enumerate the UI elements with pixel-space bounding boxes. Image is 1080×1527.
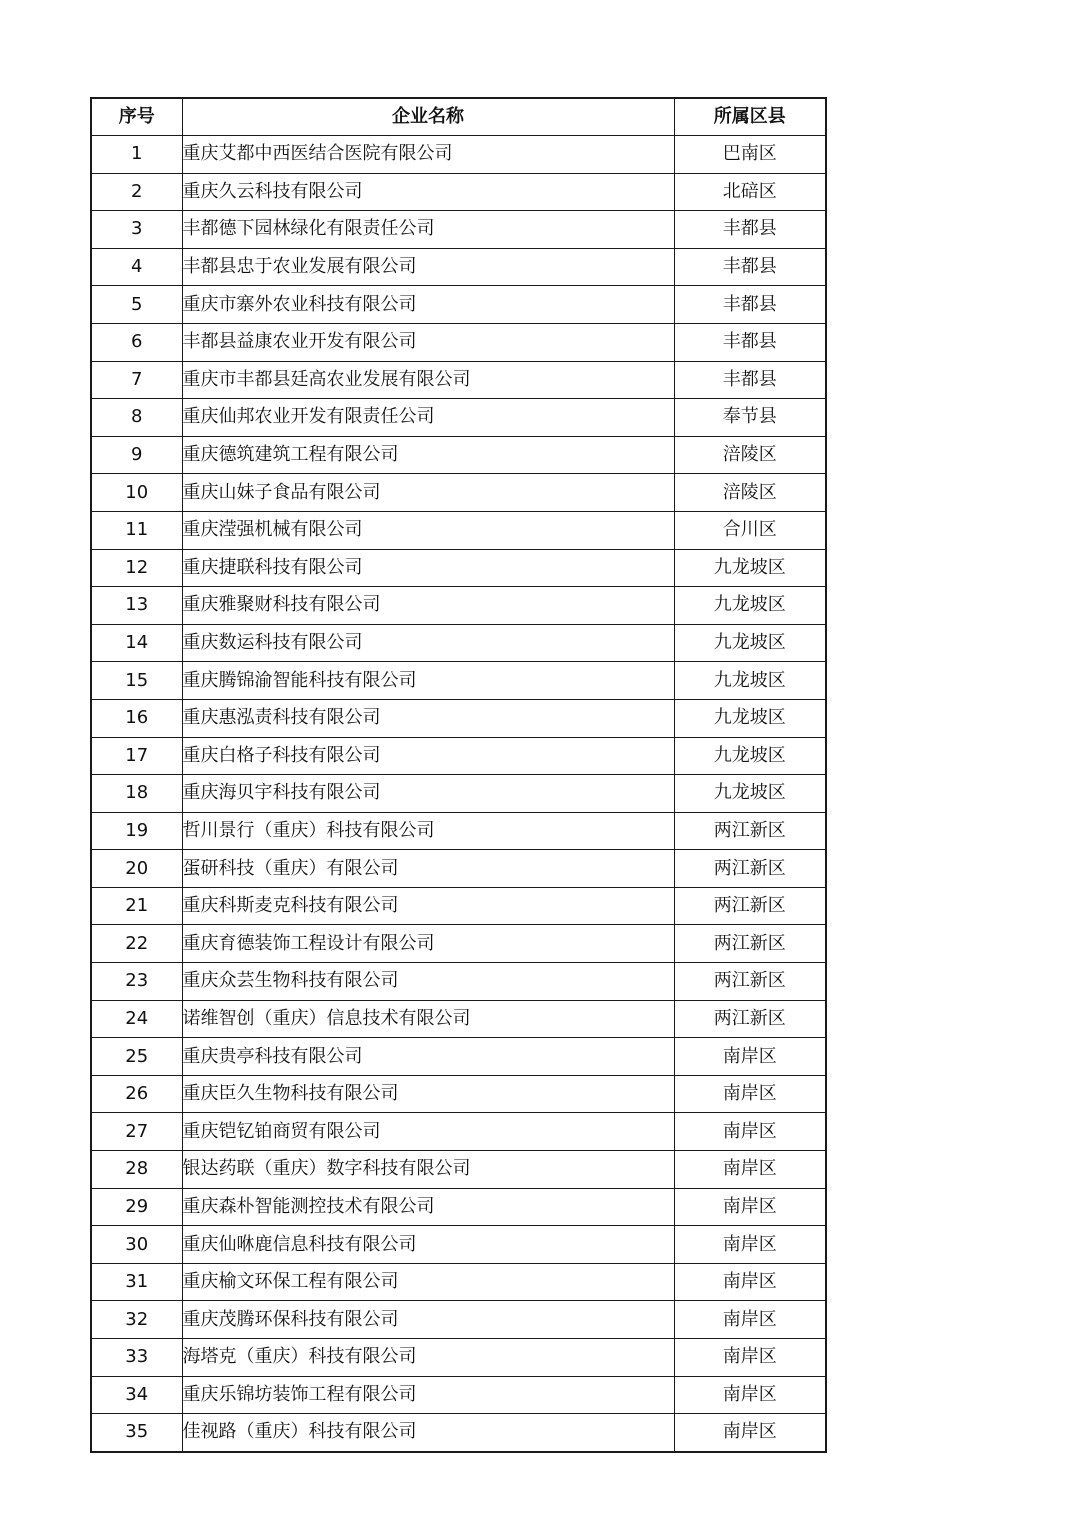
district-cell: 南岸区 (674, 1376, 826, 1414)
serial-number-cell: 2 (91, 173, 182, 211)
district-cell: 九龙坡区 (674, 775, 826, 813)
serial-number-cell: 26 (91, 1075, 182, 1113)
company-name-cell: 重庆榆文环保工程有限公司 (182, 1263, 674, 1301)
serial-number-cell: 8 (91, 399, 182, 437)
table-row (91, 1038, 826, 1076)
serial-number-cell: 3 (91, 211, 182, 249)
district-cell: 九龙坡区 (674, 549, 826, 587)
table-row (91, 549, 826, 587)
table-row (91, 1301, 826, 1339)
serial-number-cell: 11 (91, 511, 182, 549)
district-cell: 丰都县 (674, 323, 826, 361)
company-name-cell: 重庆滢强机械有限公司 (182, 511, 674, 549)
serial-number-cell: 16 (91, 699, 182, 737)
company-name-cell: 蛋研科技（重庆）有限公司 (182, 850, 674, 888)
serial-number-cell: 23 (91, 963, 182, 1001)
company-name-cell: 重庆科斯麦克科技有限公司 (182, 887, 674, 925)
serial-number-cell: 29 (91, 1188, 182, 1226)
company-name-cell: 重庆众芸生物科技有限公司 (182, 963, 674, 1001)
table-row (91, 474, 826, 512)
district-cell: 涪陵区 (674, 474, 826, 512)
serial-number-cell: 6 (91, 323, 182, 361)
district-cell: 南岸区 (674, 1226, 826, 1264)
table-row (91, 1339, 826, 1377)
company-name-cell: 重庆仙邦农业开发有限责任公司 (182, 399, 674, 437)
table-row (91, 1151, 826, 1189)
company-name-cell: 重庆森朴智能测控技术有限公司 (182, 1188, 674, 1226)
district-cell: 两江新区 (674, 1000, 826, 1038)
table-row (91, 1263, 826, 1301)
serial-number-cell: 17 (91, 737, 182, 775)
district-cell: 南岸区 (674, 1188, 826, 1226)
district-cell: 南岸区 (674, 1339, 826, 1377)
district-cell: 两江新区 (674, 812, 826, 850)
table-header (91, 98, 826, 136)
district-cell: 丰都县 (674, 361, 826, 399)
district-cell: 九龙坡区 (674, 662, 826, 700)
company-name-cell: 重庆茂腾环保科技有限公司 (182, 1301, 674, 1339)
district-cell: 南岸区 (674, 1301, 826, 1339)
table-body (91, 136, 826, 1452)
table-row (91, 775, 826, 813)
company-table (90, 97, 827, 1453)
table-row (91, 1226, 826, 1264)
header-district: 所属区县 (674, 98, 826, 136)
district-cell: 南岸区 (674, 1263, 826, 1301)
table-row (91, 850, 826, 888)
district-cell: 丰都县 (674, 211, 826, 249)
company-name-cell: 重庆久云科技有限公司 (182, 173, 674, 211)
district-cell: 丰都县 (674, 248, 826, 286)
table-row (91, 436, 826, 474)
table-row (91, 248, 826, 286)
company-name-cell: 重庆山妹子食品有限公司 (182, 474, 674, 512)
company-name-cell: 重庆数运科技有限公司 (182, 624, 674, 662)
company-name-cell: 重庆市丰都县廷高农业发展有限公司 (182, 361, 674, 399)
serial-number-cell: 22 (91, 925, 182, 963)
company-name-cell: 重庆雅聚财科技有限公司 (182, 587, 674, 625)
district-cell: 巴南区 (674, 136, 826, 174)
serial-number-cell: 18 (91, 775, 182, 813)
company-name-cell: 哲川景行（重庆）科技有限公司 (182, 812, 674, 850)
table-row (91, 211, 826, 249)
serial-number-cell: 15 (91, 662, 182, 700)
serial-number-cell: 9 (91, 436, 182, 474)
district-cell: 九龙坡区 (674, 699, 826, 737)
serial-number-cell: 30 (91, 1226, 182, 1264)
company-name-cell: 重庆乐锦坊装饰工程有限公司 (182, 1376, 674, 1414)
district-cell: 北碚区 (674, 173, 826, 211)
district-cell: 涪陵区 (674, 436, 826, 474)
header-serial-number: 序号 (91, 98, 182, 136)
serial-number-cell: 7 (91, 361, 182, 399)
table-row (91, 173, 826, 211)
table-row (91, 1188, 826, 1226)
table-row (91, 1113, 826, 1151)
table-row (91, 361, 826, 399)
table-row (91, 624, 826, 662)
district-cell: 南岸区 (674, 1038, 826, 1076)
company-name-cell: 重庆白格子科技有限公司 (182, 737, 674, 775)
serial-number-cell: 21 (91, 887, 182, 925)
district-cell: 南岸区 (674, 1151, 826, 1189)
serial-number-cell: 1 (91, 136, 182, 174)
company-name-cell: 银达药联（重庆）数字科技有限公司 (182, 1151, 674, 1189)
table-row (91, 887, 826, 925)
company-name-cell: 重庆捷联科技有限公司 (182, 549, 674, 587)
serial-number-cell: 24 (91, 1000, 182, 1038)
table-row (91, 1376, 826, 1414)
district-cell: 两江新区 (674, 963, 826, 1001)
company-name-cell: 海塔克（重庆）科技有限公司 (182, 1339, 674, 1377)
district-cell: 九龙坡区 (674, 624, 826, 662)
serial-number-cell: 14 (91, 624, 182, 662)
serial-number-cell: 27 (91, 1113, 182, 1151)
table-row (91, 1075, 826, 1113)
district-cell: 两江新区 (674, 925, 826, 963)
serial-number-cell: 31 (91, 1263, 182, 1301)
table-row (91, 587, 826, 625)
table-row (91, 1414, 826, 1452)
company-list-sheet (90, 97, 825, 1453)
district-cell: 九龙坡区 (674, 737, 826, 775)
table-row (91, 737, 826, 775)
table-row (91, 963, 826, 1001)
table-row (91, 662, 826, 700)
company-name-cell: 重庆臣久生物科技有限公司 (182, 1075, 674, 1113)
table-row (91, 286, 826, 324)
table-row (91, 511, 826, 549)
serial-number-cell: 13 (91, 587, 182, 625)
table-row (91, 925, 826, 963)
company-name-cell: 丰都县忠于农业发展有限公司 (182, 248, 674, 286)
company-name-cell: 重庆腾锦渝智能科技有限公司 (182, 662, 674, 700)
company-name-cell: 重庆德筑建筑工程有限公司 (182, 436, 674, 474)
company-name-cell: 重庆育德装饰工程设计有限公司 (182, 925, 674, 963)
table-row (91, 812, 826, 850)
district-cell: 南岸区 (674, 1414, 826, 1452)
company-name-cell: 重庆海贝宇科技有限公司 (182, 775, 674, 813)
district-cell: 九龙坡区 (674, 587, 826, 625)
company-name-cell: 丰都德下园林绿化有限责任公司 (182, 211, 674, 249)
company-name-cell: 重庆贵亭科技有限公司 (182, 1038, 674, 1076)
table-row (91, 399, 826, 437)
district-cell: 合川区 (674, 511, 826, 549)
serial-number-cell: 19 (91, 812, 182, 850)
serial-number-cell: 28 (91, 1151, 182, 1189)
table-row (91, 323, 826, 361)
company-name-cell: 佳视路（重庆）科技有限公司 (182, 1414, 674, 1452)
company-name-cell: 重庆市寨外农业科技有限公司 (182, 286, 674, 324)
serial-number-cell: 34 (91, 1376, 182, 1414)
company-name-cell: 重庆铠钇铂商贸有限公司 (182, 1113, 674, 1151)
company-name-cell: 重庆艾都中西医结合医院有限公司 (182, 136, 674, 174)
header-row (91, 98, 826, 136)
district-cell: 奉节县 (674, 399, 826, 437)
district-cell: 南岸区 (674, 1113, 826, 1151)
district-cell: 两江新区 (674, 850, 826, 888)
serial-number-cell: 32 (91, 1301, 182, 1339)
company-name-cell: 重庆仙咻鹿信息科技有限公司 (182, 1226, 674, 1264)
district-cell: 南岸区 (674, 1075, 826, 1113)
serial-number-cell: 20 (91, 850, 182, 888)
company-name-cell: 诺维智创（重庆）信息技术有限公司 (182, 1000, 674, 1038)
serial-number-cell: 5 (91, 286, 182, 324)
serial-number-cell: 25 (91, 1038, 182, 1076)
district-cell: 两江新区 (674, 887, 826, 925)
serial-number-cell: 4 (91, 248, 182, 286)
table-row (91, 1000, 826, 1038)
serial-number-cell: 12 (91, 549, 182, 587)
table-row (91, 136, 826, 174)
serial-number-cell: 10 (91, 474, 182, 512)
serial-number-cell: 35 (91, 1414, 182, 1452)
table-row (91, 699, 826, 737)
header-company-name: 企业名称 (182, 98, 674, 136)
district-cell: 丰都县 (674, 286, 826, 324)
company-name-cell: 丰都县益康农业开发有限公司 (182, 323, 674, 361)
serial-number-cell: 33 (91, 1339, 182, 1377)
company-name-cell: 重庆惠泓责科技有限公司 (182, 699, 674, 737)
